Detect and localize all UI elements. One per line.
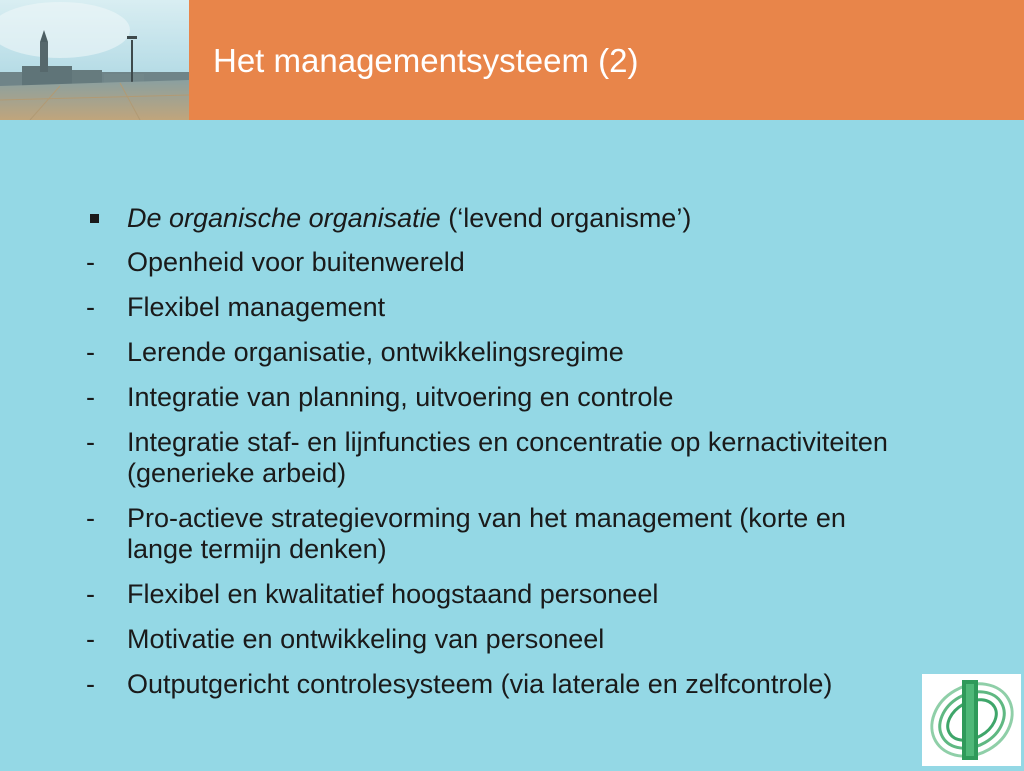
- dash-marker: -: [86, 247, 95, 277]
- dash-marker: -: [86, 503, 95, 533]
- intro-emphasis: De organische organisatie: [127, 203, 441, 233]
- slide-title: Het managementsysteem (2): [213, 42, 639, 79]
- list-item: [86, 292, 906, 323]
- city-square-image: [0, 0, 189, 120]
- list-item: [86, 624, 906, 655]
- list-item: [86, 579, 906, 610]
- dash-marker: -: [86, 624, 95, 654]
- list-item-text: Openheid voor buitenwereld: [127, 247, 465, 277]
- dash-marker: -: [86, 382, 95, 412]
- list-item: [86, 503, 906, 565]
- dash-marker: -: [86, 427, 95, 457]
- list-item: [86, 382, 906, 413]
- list-item-text: Motivatie en ontwikkeling van personeel: [127, 624, 605, 654]
- organization-logo: [922, 674, 1021, 766]
- intro-rest: (‘levend organisme’): [440, 203, 692, 233]
- city-photo: [0, 0, 189, 120]
- slide-header: [0, 0, 1024, 120]
- list-item-text: Lerende organisatie, ontwikkelingsregime: [127, 337, 624, 367]
- dash-marker: -: [86, 337, 95, 367]
- dash-marker: -: [86, 292, 95, 322]
- list-item-text: Pro-actieve strategievorming van het management (korte en lange termijn denken): [127, 503, 846, 564]
- list-item: [86, 247, 906, 278]
- list-item-intro: [86, 203, 906, 234]
- bullet-list: [86, 203, 906, 714]
- list-item-text: Integratie van planning, uitvoering en controle: [127, 382, 674, 412]
- list-item-text: Outputgericht controlesysteem (via laterale en zelfcontrole): [127, 669, 833, 699]
- list-item: [86, 669, 906, 700]
- list-item: [86, 337, 906, 368]
- dash-marker: -: [86, 669, 95, 699]
- list-item-text: Flexibel en kwalitatief hoogstaand personeel: [127, 579, 659, 609]
- list-item-text: Integratie staf- en lijnfuncties en concentratie op kernactiviteiten (generieke arbeid): [127, 427, 888, 488]
- logo-icon: [922, 674, 1021, 766]
- list-item: [86, 427, 906, 489]
- dash-marker: -: [86, 579, 95, 609]
- list-item-text: Flexibel management: [127, 292, 386, 322]
